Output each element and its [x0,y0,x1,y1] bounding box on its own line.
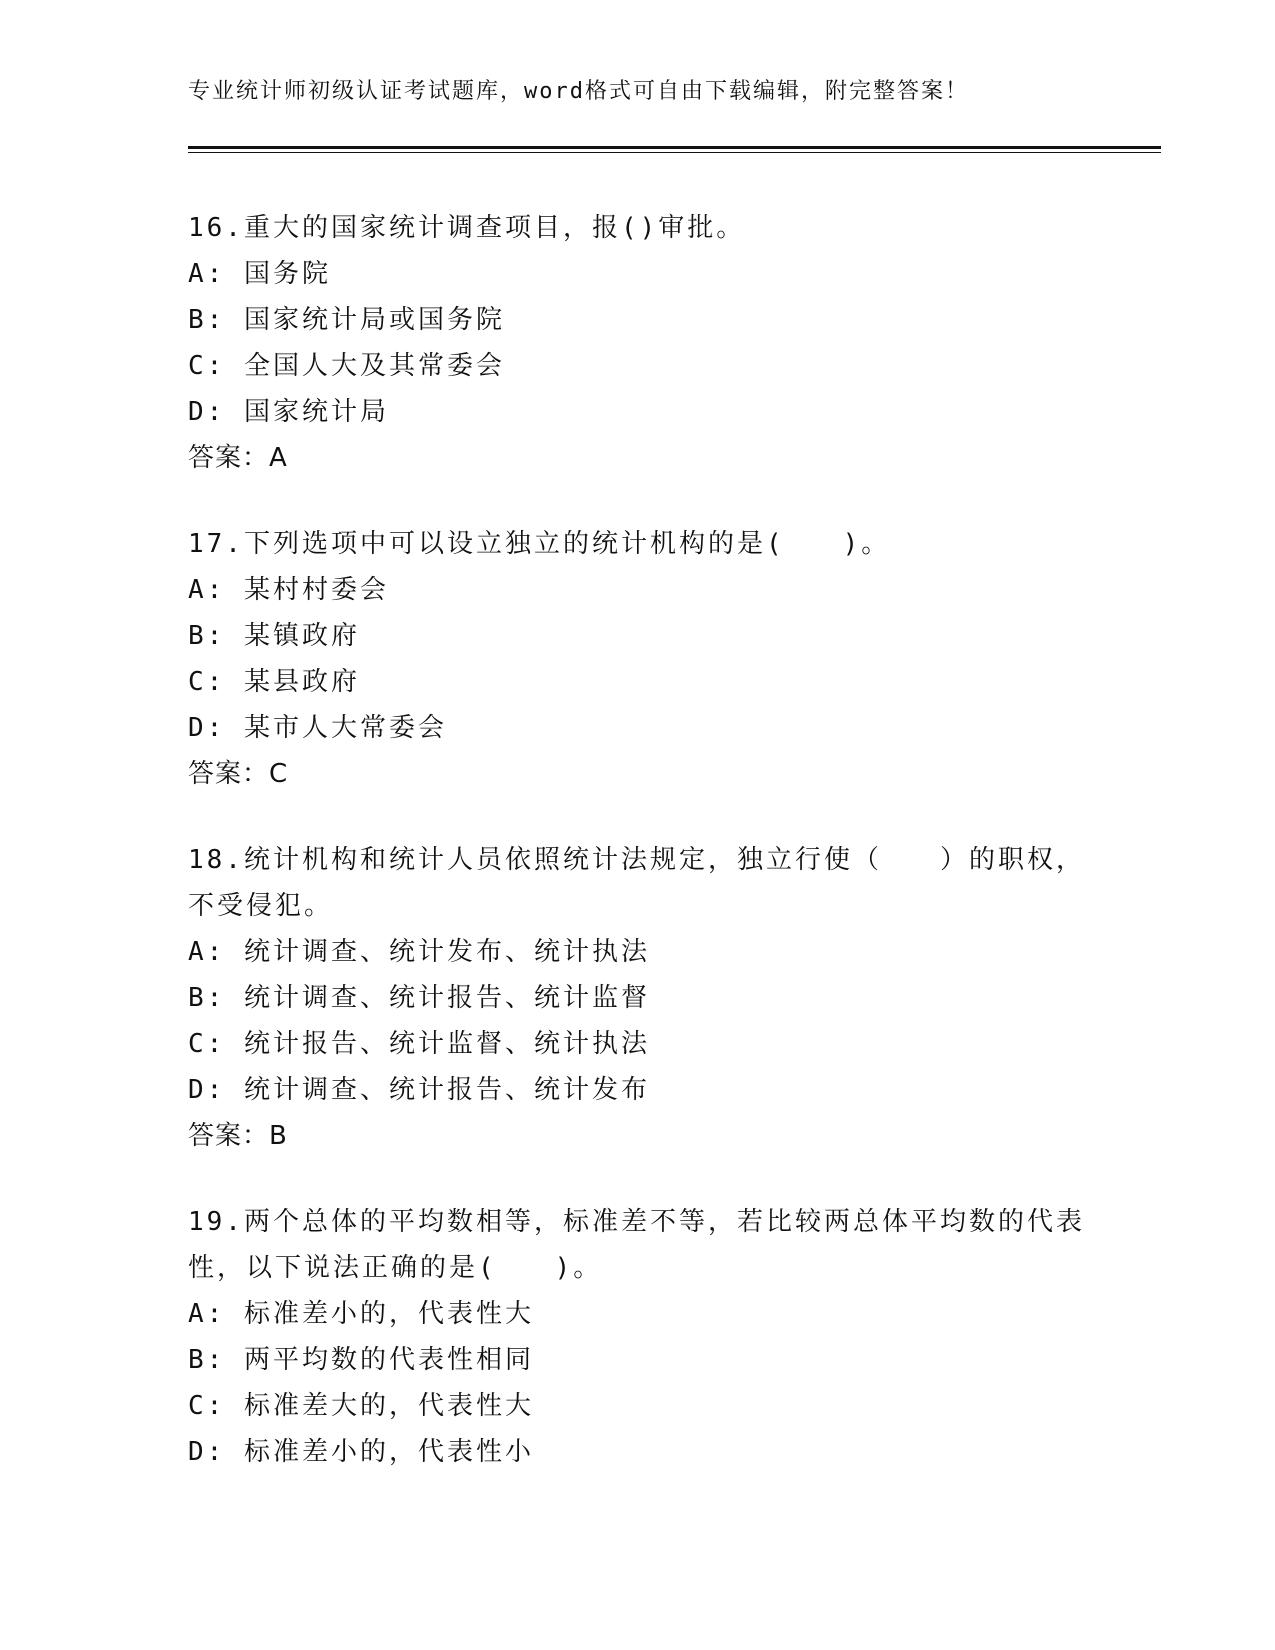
question-stem: 19.两个总体的平均数相等，标准差不等，若比较两总体平均数的代表性，以下说法正确的是( )。 [188,1207,1085,1283]
option-c: C: 全国人大及其常委会 [188,351,505,381]
option-c: C: 某县政府 [188,667,360,697]
question-16 [188,205,1108,481]
option-a: A: 国务院 [188,259,331,289]
option-b: B: 某镇政府 [188,621,360,651]
question-list [188,205,1108,1515]
question-17 [188,521,1108,797]
header-rule-thin [188,152,1161,153]
option-d: D: 统计调查、统计报告、统计发布 [188,1075,650,1105]
header-rule-thick [188,146,1161,149]
question-stem: 16.重大的国家统计调查项目，报()审批。 [188,213,746,243]
option-b: B: 统计调查、统计报告、统计监督 [188,983,650,1013]
option-a: A: 某村村委会 [188,575,389,605]
option-b: B: 国家统计局或国务院 [188,305,505,335]
option-a: A: 标准差小的，代表性大 [188,1299,534,1329]
option-a: A: 统计调查、统计发布、统计执法 [188,937,650,967]
question-stem: 17.下列选项中可以设立独立的统计机构的是( )。 [188,529,891,559]
question-18 [188,837,1108,1159]
answer-line: 答案：A [188,443,288,473]
option-d: D: 标准差小的，代表性小 [188,1437,534,1467]
option-d: D: 国家统计局 [188,397,389,427]
option-d: D: 某市人大常委会 [188,713,447,743]
answer-line: 答案：C [188,759,289,789]
page-header-text: 专业统计师初级认证考试题库，word格式可自由下载编辑，附完整答案！ [188,79,969,104]
question-stem: 18.统计机构和统计人员依照统计法规定，独立行使（ ）的职权，不受侵犯。 [188,845,1085,921]
option-c: C: 统计报告、统计监督、统计执法 [188,1029,650,1059]
question-19 [188,1199,1108,1475]
option-b: B: 两平均数的代表性相同 [188,1345,534,1375]
option-c: C: 标准差大的，代表性大 [188,1391,534,1421]
answer-line: 答案：B [188,1121,288,1151]
